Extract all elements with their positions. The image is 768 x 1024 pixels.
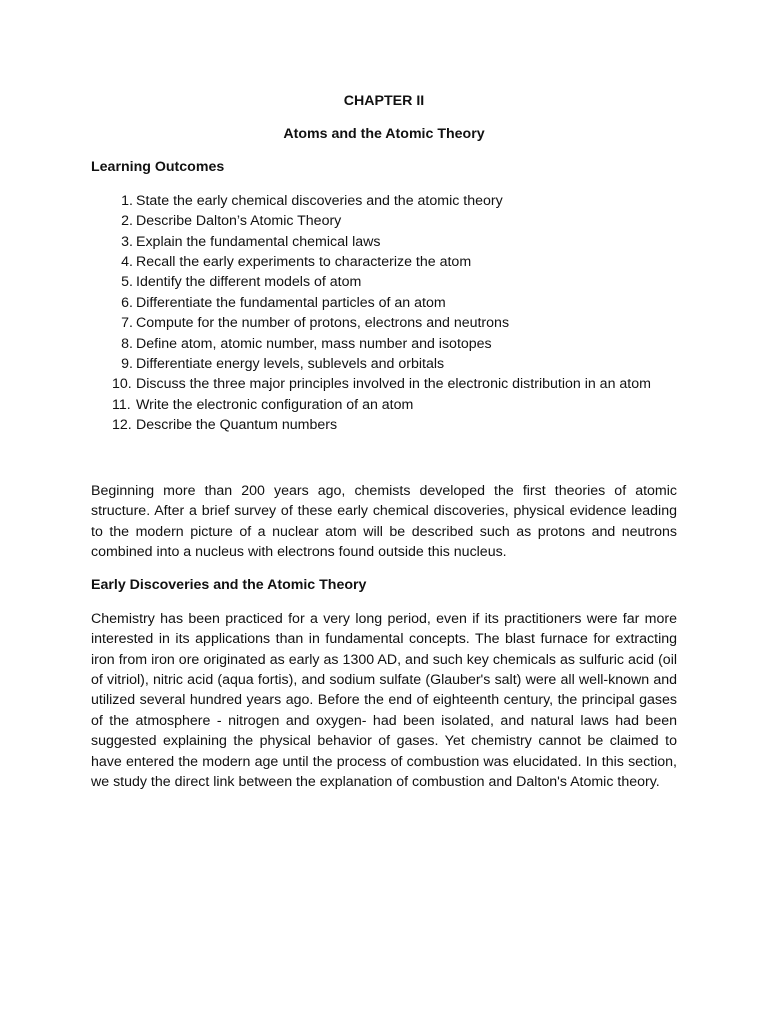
list-item [91, 211, 677, 231]
list-item-number: 7. [121, 315, 133, 332]
chapter-title: Atoms and the Atomic Theory [283, 126, 485, 142]
list-item [91, 272, 677, 292]
list-item-text: Discuss the three major principles involved in the electronic distribution in an atom [136, 376, 651, 393]
list-item-text: State the early chemical discoveries and the atomic theory [136, 192, 503, 209]
section-paragraph: Chemistry has been practiced for a very long period, even if its practitioners were far more interested in its applications than in fundamental concepts. The blast furnace for extracting iron from iron ore originated as early as 1300 AD, and such key chemicals as sulfuric acid (oil of vitriol), nitric acid (aqua fortis), and sodium sulfate (Glauber's salt) were all well-known and utilized several hundred years ago. Before the end of eighteenth century, the principal gases of the atmosphere - nitrogen and oxygen- had been isolated, and natural laws had been suggested explaining the physical behavior of gases. Yet chemistry cannot be claimed to have entered the modern age until the process of combustion was elucidated. In this section, we study the direct link between the explanation of combustion and Dalton's Atomic theory. [91, 610, 677, 790]
intro-paragraph: Beginning more than 200 years ago, chemists developed the first theories of atomic structure. After a brief survey of these early chemical discoveries, physical evidence leading to the modern picture of a nuclear atom will be described such as protons and neutrons combined into a nucleus with electrons found outside this nucleus. [91, 482, 677, 560]
list-item [91, 252, 677, 272]
list-item [91, 293, 677, 313]
list-item-number: 11. [112, 396, 131, 413]
list-item [91, 374, 677, 394]
chapter-label: CHAPTER II [343, 93, 425, 109]
list-item [91, 232, 677, 252]
list-item-number: 8. [121, 335, 133, 352]
list-item-text: Write the electronic configuration of an atom [136, 396, 414, 413]
list-item-text: Define atom, atomic number, mass number and isotopes [136, 335, 492, 352]
list-item-text: Describe the Quantum numbers [136, 417, 338, 434]
list-item-text: Recall the early experiments to characterize the atom [136, 254, 472, 271]
list-item-text: Compute for the number of protons, electrons and neutrons [136, 315, 510, 332]
learning-outcomes-heading: Learning Outcomes [91, 159, 225, 176]
list-item-number: 5. [121, 274, 133, 291]
list-item [91, 395, 677, 415]
document-page [91, 91, 677, 792]
list-item-number: 6. [121, 294, 133, 311]
list-item-text: Explain the fundamental chemical laws [136, 233, 381, 250]
list-item-number: 2. [121, 213, 133, 230]
list-item [91, 191, 677, 211]
list-item-text: Identify the different models of atom [136, 274, 362, 291]
list-item-number: 4. [121, 254, 133, 271]
list-item-number: 3. [121, 233, 133, 250]
list-item-number: 9. [121, 356, 133, 373]
list-item [91, 354, 677, 374]
list-item [91, 313, 677, 333]
learning-outcomes-list [91, 191, 677, 436]
section-heading: Early Discoveries and the Atomic Theory [91, 577, 367, 594]
list-item-number: 10. [112, 376, 132, 393]
list-item-text: Describe Dalton’s Atomic Theory [136, 213, 342, 230]
list-item [91, 334, 677, 354]
list-item-number: 1. [121, 192, 133, 209]
list-item-text: Differentiate the fundamental particles of an atom [136, 294, 446, 311]
list-item-number: 12. [112, 417, 132, 434]
list-item-text: Differentiate energy levels, sublevels and orbitals [136, 356, 445, 373]
list-item [91, 415, 677, 435]
